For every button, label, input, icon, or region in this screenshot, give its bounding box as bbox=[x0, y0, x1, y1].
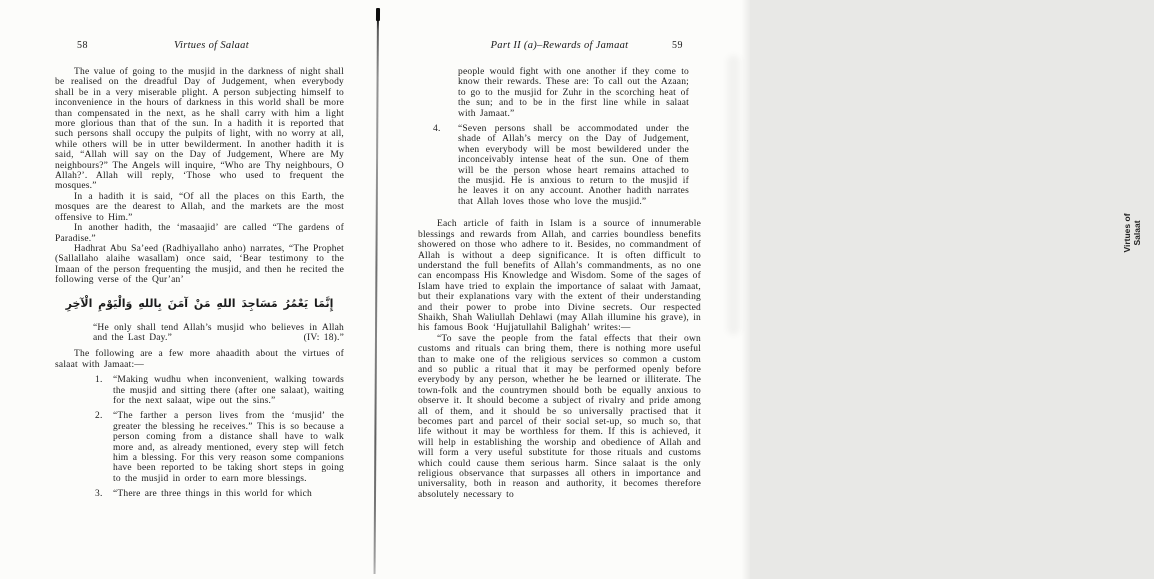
paragraph-shah-waliullah-quote: “To save the people from the fatal effects that their own customs and rituals can bring them, there is nothing more useful than to make one of the religious services so common a custom and so public a ritual that it may be performed openly before everybody by any person, whether he be learned or illiterate. The town-folk and the countrymen should both be equally anxious to observe it. It should become a subject of rivalry and pride among all of them, and it should be so universally practised that it becomes part and parcel of their social set-up, so much so, that life without it may be worthless for them. If this is achieved, it will help in establishing the worship and obedience of Allah and will form a very useful substitute for those rituals and customs which could cause them serious harm. Since salaat is the only religious observance that surpasses all others in importance and universality, both in reason and authority, it becomes therefore absolutely necessary to bbox=[418, 333, 701, 500]
left-running-head bbox=[55, 40, 344, 53]
hadith-list-item-2 bbox=[55, 411, 344, 484]
hadith-list-item-1 bbox=[55, 375, 344, 406]
left-page bbox=[55, 40, 344, 500]
right-running-title: Part II (a)–Rewards of Jamaat bbox=[490, 40, 629, 51]
paragraph-dearest-places: In a hadith it is said, “Of all the places on this Earth, the mosques are the dearest to Allah, and the markets are the most offensive to Him.” bbox=[55, 191, 344, 223]
left-page-number: 58 bbox=[77, 40, 88, 51]
right-page-number: 59 bbox=[672, 40, 683, 51]
side-tab-line2: Salaat bbox=[1132, 220, 1142, 246]
list-number: 1. bbox=[95, 375, 103, 386]
hadith-list-item-3 bbox=[55, 489, 344, 499]
right-running-head bbox=[418, 40, 701, 53]
scan-page-edge bbox=[741, 0, 750, 579]
paragraph-list-intro: The following are a few more ahaadith about the virtues of salaat with Jamaat:— bbox=[55, 349, 344, 370]
list-item-text: “There are three things in this world for which bbox=[113, 489, 312, 500]
book-gutter-top-mark bbox=[375, 8, 379, 21]
side-tab-line1: Virtues of bbox=[1122, 213, 1132, 253]
list-number: 2. bbox=[95, 411, 103, 422]
paragraph-gardens-of-paradise: In another hadith, the ‘masaajid’ are called “The gardens of Paradise.” bbox=[55, 223, 344, 244]
hadith-list-item-3-continuation: people would fight with one another if they come to know their rewards. These are: To call out the Azaan; to go to the musjid for Zuhr in the scorching heat of the sun; and to be in the first line while in salaat with Jamaat.” bbox=[458, 67, 689, 119]
right-page bbox=[418, 40, 1142, 500]
list-number: 3. bbox=[95, 489, 103, 500]
scan-shadow-streak bbox=[727, 55, 740, 335]
arabic-verse: إِنَّمَا يَعْمُرُ مَسَاجِدَ اللهِ مَنْ آمَنَ بِاللهِ وَالْيَوْمِ الْآخِرِ bbox=[65, 296, 334, 310]
list-number: 4. bbox=[433, 124, 441, 135]
hadith-list-item-4 bbox=[418, 124, 689, 207]
list-item-text: “The farther a person lives from the ‘musjid’ the greater the blessing he receives.” This is so because a person coming from a distance shall have to walk more and, as already mentioned, every step will fetch him a blessing. For this very reason some companions have been reported to be taking short steps in going to the musjid in order to earn more blessings. bbox=[113, 411, 344, 484]
list-item-text: “Seven persons shall be accommodated under the shade of Allah’s mercy on the Day of Judgement, when everybody will be most bewildered under the inconceivably intense heat of the sun. One of them will be the person whose heart remains attached to the musjid. He is anxious to return to the musjid if he leaves it on any account. Another hadith narrates that Allah loves those who love the musjid.” bbox=[458, 124, 689, 207]
side-tab-virtues-of-salaat bbox=[1110, 190, 1154, 276]
paragraph-musjid-darkness: The value of going to the musjid in the darkness of night shall be realised on the dreadful Day of Judgement, when everybody shall be in a very miserable plight. A person subjecting himself to inconvenience in the hours of darkness in this world shall be more than compensated in the next, as he shall carry with him a light more glorious than that of the sun. In a hadith it is reported that such persons shall occupy the pulpits of light, with no worry at all, while others will be in utter bewilderment. In another hadith it is said, “Allah will say on the Day of Judgement, Where are My neighbours?” The Angels will inquire, “Who are Thy neighbours, O Allah?’. Allah will reply, ‘Those who used to frequent the mosques.” bbox=[55, 67, 344, 192]
verse-translation-block bbox=[93, 323, 344, 344]
book-gutter-line bbox=[374, 8, 379, 574]
list-item-text: “Making wudhu when inconvenient, walking towards the musjid and sitting there (after one salaat), waiting for the next salaat, wipe out the sins.” bbox=[113, 375, 344, 406]
left-page-body bbox=[55, 67, 344, 500]
paragraph-articles-of-faith: Each article of faith in Islam is a source of innumerable blessings and rewards from Allah, and carries boundless benefits showered on those who adhere to it. Besides, no commandment of Allah is without a deep significance. It is often difficult to understand the full benefits of Allah’s commandments, as no one can encompass His Knowledge and Wisdom. Some of the sages of Islam have tried to explain the importance of salaat with Jamaat, but their explanations vary with the extent of their understanding and their power to probe into Divine secrets. Our respected Shaikh, Shah Waliullah Dehlawi (may Allah illumine his grave), in his famous Book ‘Hujjatullahil Balighah’ writes:— bbox=[418, 219, 701, 334]
left-running-title: Virtues of Salaat bbox=[174, 40, 249, 51]
verse-reference: (IV: 18).” bbox=[303, 332, 344, 343]
paragraph-abu-saeed-narration: Hadhrat Abu Sa’eed (Radhiyallaho anho) narrates, “The Prophet (Sallallaho alaihe wasallam) once said, ‘Bear testimony to the Imaan of the person frequenting the musjid, and then he recited the following verse of the Qur’an’ bbox=[55, 243, 344, 286]
side-tab-text bbox=[1122, 213, 1142, 252]
right-page-body bbox=[418, 67, 701, 500]
verse-translation-text: “He only shall tend Allah’s musjid who believes in Allah and the Last Day.” bbox=[93, 322, 344, 343]
